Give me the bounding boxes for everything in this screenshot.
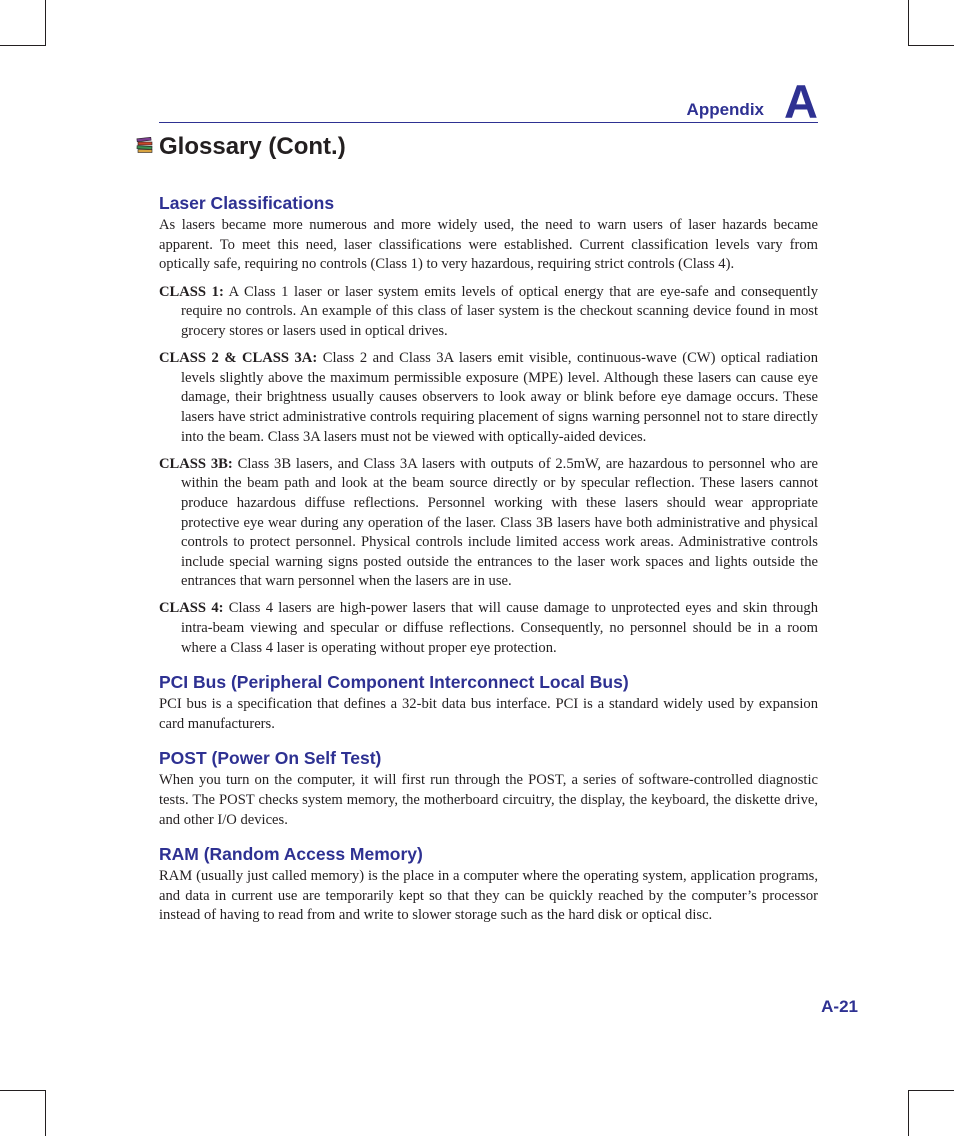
section-heading-ram: RAM (Random Access Memory) (159, 844, 423, 865)
appendix-letter: A (784, 75, 818, 128)
class-2-term: CLASS 2 & CLASS 3A: (159, 350, 318, 367)
section-heading-post: POST (Power On Self Test) (159, 748, 382, 769)
class-1-term: CLASS 1: (159, 283, 224, 300)
class-3b-text: Class 3B lasers, and Class 3A lasers with outputs of 2.5mW, are hazardous to personnel who are within the beam path and look at the beam source directly or by specular reflection. These lasers cannot produce hazardous diffuse reflections. Personnel working with these lasers should wear appropriate protective eye wear during any operation of the laser. Class 3B lasers have both administrative and physical controls to protect personnel. Physical controls include limited access work areas. Administrative controls include special warning signs posted outside the entrances to the laser work spaces and lights outside the entrances that warn personnel when the lasers are in use. (181, 455, 818, 590)
page-title: Glossary (Cont.) (159, 133, 346, 160)
book-stack-icon (136, 137, 154, 153)
crop-mark (908, 1090, 909, 1136)
class-1-entry (159, 283, 818, 342)
appendix-label: Appendix (686, 100, 764, 119)
crop-mark (908, 0, 909, 46)
class-4-term: CLASS 4: (159, 600, 224, 617)
appendix-header (159, 75, 818, 128)
section-heading-pci: PCI Bus (Peripheral Component Interconnect Local Bus) (159, 672, 629, 693)
crop-mark (908, 1090, 954, 1091)
pci-text: PCI bus is a specification that defines a 32-bit data bus interface. PCI is a standard widely used by expansion card manufacturers. (159, 696, 818, 732)
ram-text: RAM (usually just called memory) is the place in a computer where the operating system, application programs, and data in current use are temporarily kept so that they can be quickly reached by the computer’s processor instead of having to read from and write to slower storage such as the hard disk or optical disc. (159, 868, 818, 924)
page-number: A-21 (821, 997, 858, 1016)
class-2-text: Class 2 and Class 3A lasers emit visible, continuous-wave (CW) optical radiation levels slightly above the maximum permissible exposure (MPE) level. Although these lasers can cause eye damage, their brightness usually causes observers to look away or blink before eye damage occurs. These lasers have strict administrative controls requiring placement of signs warning personnel not to stare directly into the beam. Class 3A lasers must not be viewed with optically-aided devices. (181, 350, 818, 445)
crop-mark (45, 1090, 46, 1136)
class-4-text: Class 4 lasers are high-power lasers that will cause damage to unprotected eyes and skin through intra-beam viewing and specular or diffuse reflections. Consequently, no personnel should be in a room where a Class 4 laser is operating without proper eye protection. (181, 600, 818, 656)
class-3b-entry (159, 455, 818, 592)
laser-intro: As lasers became more numerous and more widely used, the need to warn users of laser hazards became apparent. To meet this need, laser classifications were established. Current classification levels vary from optically safe, requiring no controls (Class 1) to very hazardous, requiring strict controls (Class 4). (159, 217, 818, 273)
section-heading-laser: Laser Classifications (159, 193, 335, 213)
content (159, 192, 818, 934)
class-1-text: A Class 1 laser or laser system emits levels of optical energy that are eye-safe and consequently require no controls. An example of this class of laser system is the checkout scanning device found in most grocery stores or lasers used in optical drives. (181, 283, 818, 339)
crop-mark (908, 45, 954, 46)
class-4-entry (159, 599, 818, 658)
post-text: When you turn on the computer, it will first run through the POST, a series of software-controlled diagnostic tests. The POST checks system memory, the motherboard circuitry, the display, the keyboard, the diskette drive, and other I/O devices. (159, 772, 818, 828)
crop-mark (0, 45, 46, 46)
crop-mark (0, 1090, 46, 1091)
class-3b-term: CLASS 3B: (159, 455, 233, 472)
class-2-entry (159, 349, 818, 447)
crop-mark (45, 0, 46, 46)
